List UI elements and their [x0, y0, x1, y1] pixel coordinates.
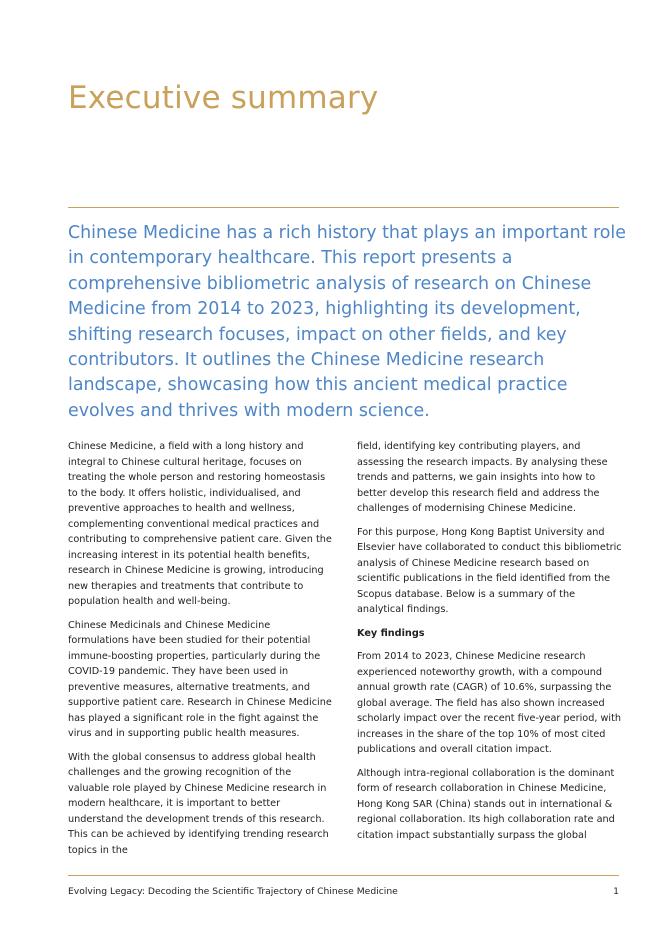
right-column: [357, 439, 623, 851]
body-paragraph: Chinese Medicinals and Chinese Medicine formulations have been studied for their potential immune-boosting properties, particularly during the COVID-19 pandemic. They have been used in preventive measures, alternative treatments, and supportive patient care. Research in Chinese Medicine has played a significant role in the fight against the virus and in supporting public health measures.: [68, 619, 332, 739]
intro-paragraph: Chinese Medicine has a rich history that plays an important role in contemporary healthcare. This report presents a comprehensive bibliometric analysis of research on Chinese Medicine from 2014 to 2023, highlighting its development, shifting research focuses, impact on other fields, and key contributors. It outlines the Chinese Medicine research landscape, showcasing how this ancient medical practice evolves and thrives with modern science.: [68, 223, 626, 421]
page-title: Executive summary: [68, 80, 379, 116]
footer-divider: [68, 875, 619, 876]
body-paragraph: Chinese Medicine, a field with a long history and integral to Chinese cultural heritage, focuses on treating the whole person and restoring homeostasis to the body. It offers holistic, individualised, and preventive approaches to health and wellness, complementing conventional medical practices and contributing to comprehensive patient care. Given the increasing interest in its potential health benefits, research in Chinese Medicine is growing, introducing new therapies and treatments that contribute to population health and well-being.: [68, 441, 332, 607]
body-paragraph: With the global consensus to address global health challenges and the growing recognition of the valuable role played by Chinese Medicine research in modern healthcare, it is important to better understand the development trends of this research. This can be achieved by identifying trending research topics in the: [68, 751, 329, 856]
finding-paragraph: From 2014 to 2023, Chinese Medicine research experienced noteworthy growth, with a compound annual growth rate (CAGR) of 10.6%, surpassing the global average. The field has also shown increased scholarly impact over the recent five-year period, with increases in the share of the top 10% of most cited publications and overall citation impact.: [357, 651, 622, 755]
title-divider: [68, 207, 619, 208]
page-footer: [68, 886, 619, 897]
left-column: [68, 439, 334, 866]
key-findings-heading: Key findings: [357, 627, 425, 639]
body-paragraph: For this purpose, Hong Kong Baptist University and Elsevier have collaborated to conduct this bibliometric analysis of Chinese Medicine research based on scientific publications in the field identified from the Scopus database. Below is a summary of the analytical findings.: [357, 526, 622, 615]
page-number: 1: [613, 886, 619, 897]
footer-document-title: Evolving Legacy: Decoding the Scientific Trajectory of Chinese Medicine: [68, 886, 398, 897]
finding-paragraph: Although intra-regional collaboration is the dominant form of research collaboration in Chinese Medicine, Hong Kong SAR (China) stands out in international & regional collaboration. Its high collaboration rate and citation impact substantially surpass the global: [357, 767, 615, 841]
body-paragraph: field, identifying key contributing players, and assessing the research impacts. By analysing these trends and patterns, we gain insights into how to better develop this research field and address the challenges of modernising Chinese Medicine.: [357, 441, 608, 514]
